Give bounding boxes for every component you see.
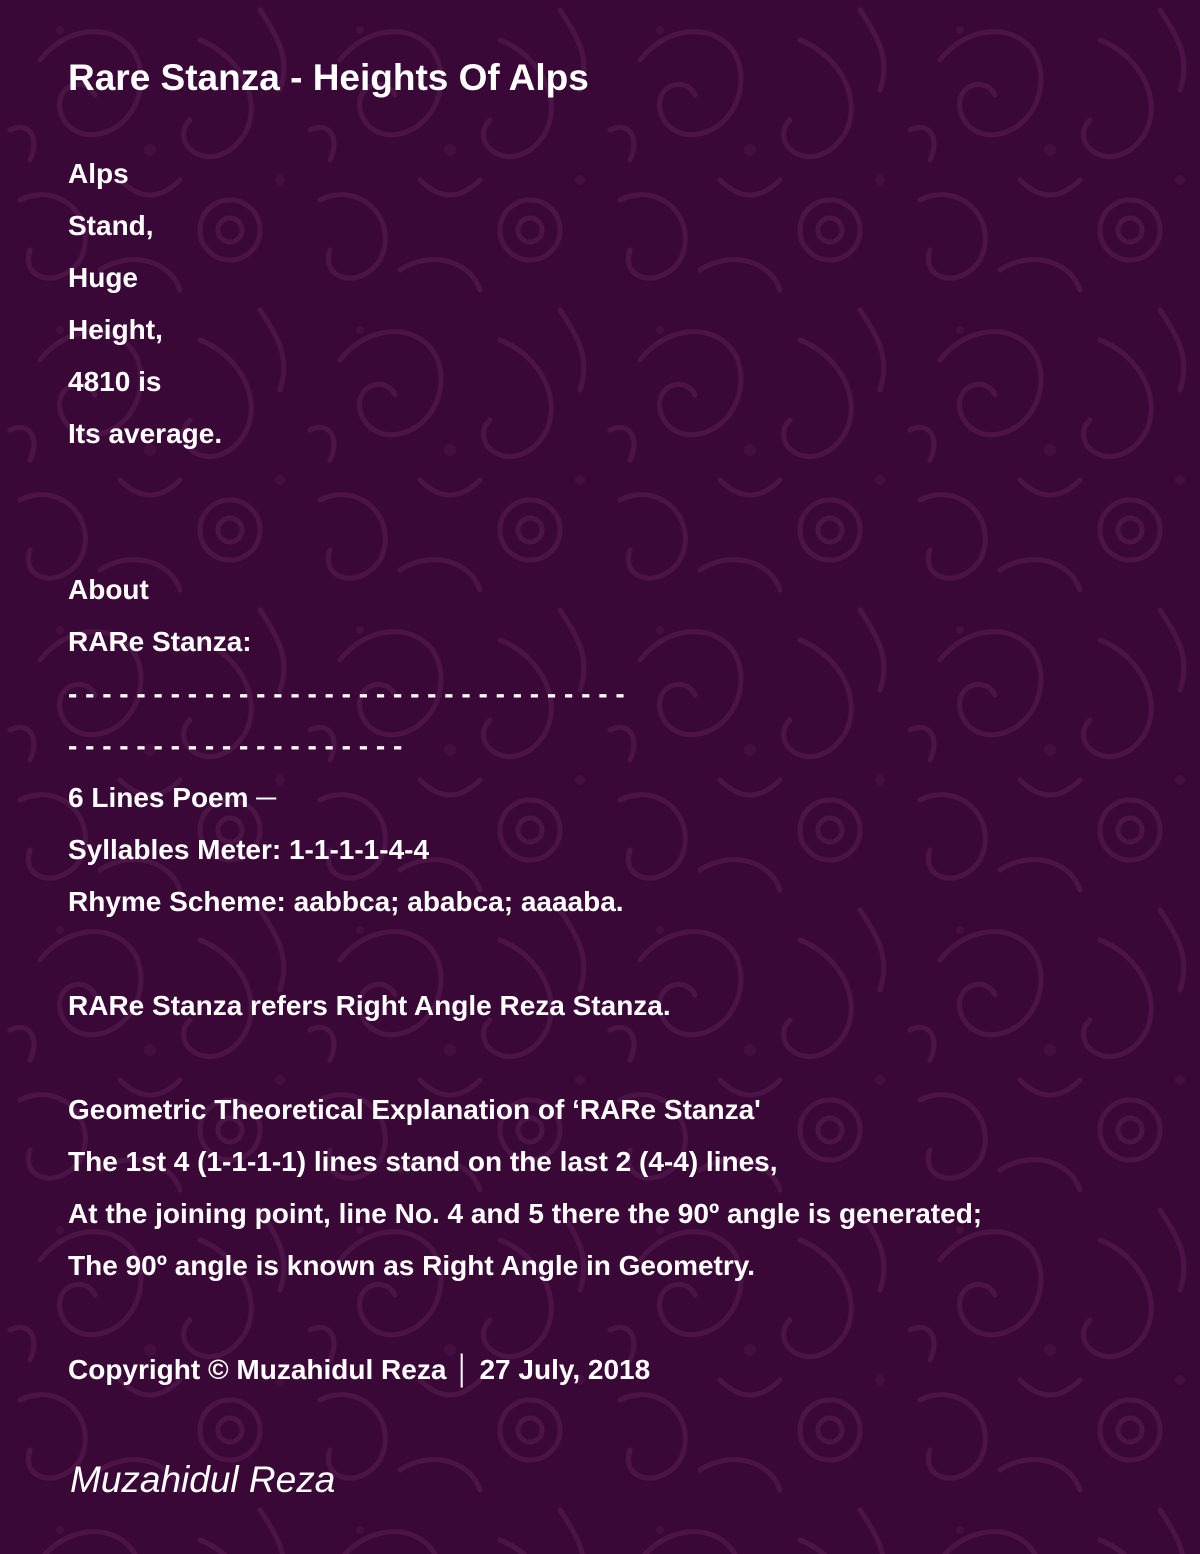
poem-blank-line xyxy=(68,928,982,980)
poem-blank-line xyxy=(68,1032,982,1084)
poem-blank-line xyxy=(68,512,982,564)
poem-line: Huge xyxy=(68,262,138,293)
poem-title: Rare Stanza - Heights Of Alps xyxy=(68,57,589,98)
poem-line: About xyxy=(68,574,149,605)
poem-line: RARe Stanza refers Right Angle Reza Stanza. xyxy=(68,990,671,1021)
poem-line: RARe Stanza: xyxy=(68,626,252,657)
poem-blank-line xyxy=(68,460,982,512)
poem-line: Height, xyxy=(68,314,163,345)
poem-author: Muzahidul Reza xyxy=(70,1459,336,1500)
poem-line: Geometric Theoretical Explanation of ‘RARe Stanza' xyxy=(68,1094,761,1125)
poem-line: Syllables Meter: 1-1-1-1-4-4 xyxy=(68,834,430,865)
poem-line: Alps xyxy=(68,158,129,189)
poem-line: 6 Lines Poem ─ xyxy=(68,782,277,813)
poem-line: Copyright © Muzahidul Reza │ 27 July, 2018 xyxy=(68,1354,651,1385)
poem-blank-line xyxy=(68,1292,982,1344)
poem-line: Rhyme Scheme: aabbca; ababca; aaaaba. xyxy=(68,886,624,917)
poem-line: At the joining point, line No. 4 and 5 there the 90º angle is generated; xyxy=(68,1198,983,1229)
poem-line: The 90º angle is known as Right Angle in Geometry. xyxy=(68,1250,756,1281)
poem-line: - - - - - - - - - - - - - - - - - - - - xyxy=(68,730,403,761)
poem-line: Its average. xyxy=(68,418,223,449)
poem-body xyxy=(68,148,982,1396)
poem-line: The 1st 4 (1-1-1-1) lines stand on the last 2 (4-4) lines, xyxy=(68,1146,778,1177)
poem-line: Stand, xyxy=(68,210,154,241)
poem-line: 4810 is xyxy=(68,366,162,397)
poem-line: - - - - - - - - - - - - - - - - - - - - - - - - - - - - - - - - - xyxy=(68,678,625,709)
